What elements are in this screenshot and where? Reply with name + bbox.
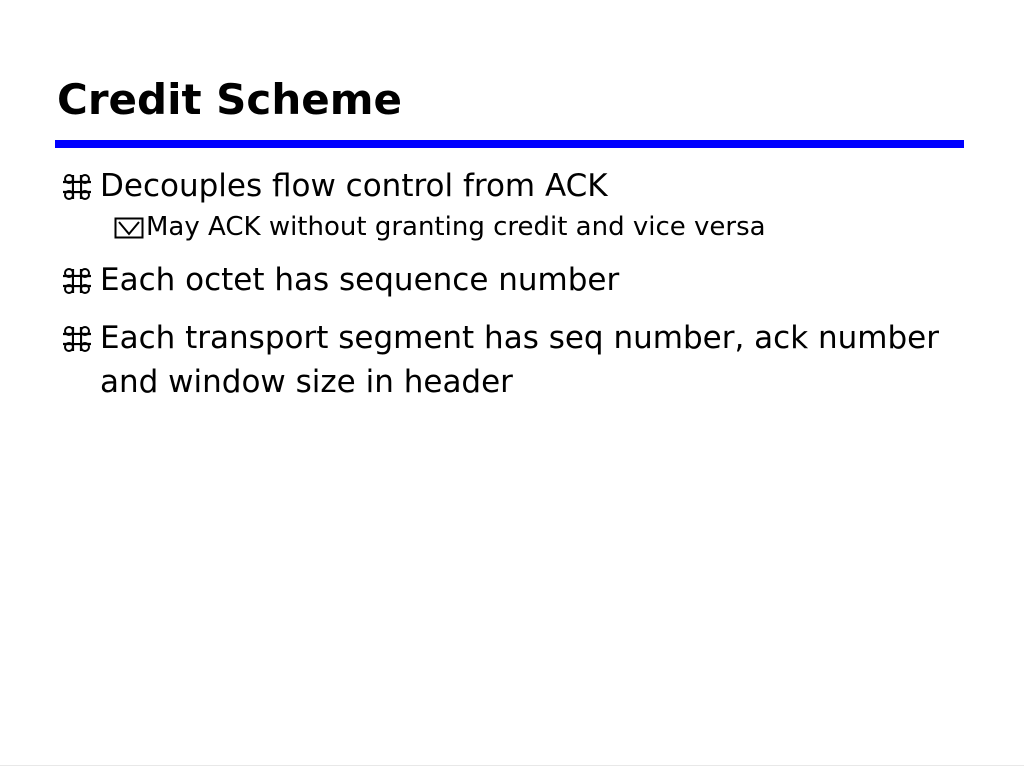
bullet-item bbox=[62, 164, 942, 208]
sub-bullet-item bbox=[62, 210, 942, 244]
bullet-text: Decouples flow control from ACK bbox=[100, 168, 608, 204]
bullet-list bbox=[62, 164, 942, 404]
z-bullet-icon bbox=[62, 174, 92, 200]
z-bullet-icon bbox=[62, 268, 92, 294]
title-underline-rule bbox=[55, 140, 964, 148]
bullet-text: Each octet has sequence number bbox=[100, 262, 620, 298]
slide-title: Credit Scheme bbox=[57, 75, 402, 124]
bullet-item bbox=[62, 316, 942, 404]
sub-bullet-text: May ACK without granting credit and vice versa bbox=[146, 212, 766, 242]
footer-divider bbox=[0, 765, 1024, 766]
y-box-bullet-icon bbox=[114, 217, 144, 239]
bullet-text: Each transport segment has seq number, ack number and window size in header bbox=[100, 320, 939, 400]
bullet-item bbox=[62, 258, 942, 302]
z-bullet-icon bbox=[62, 326, 92, 352]
